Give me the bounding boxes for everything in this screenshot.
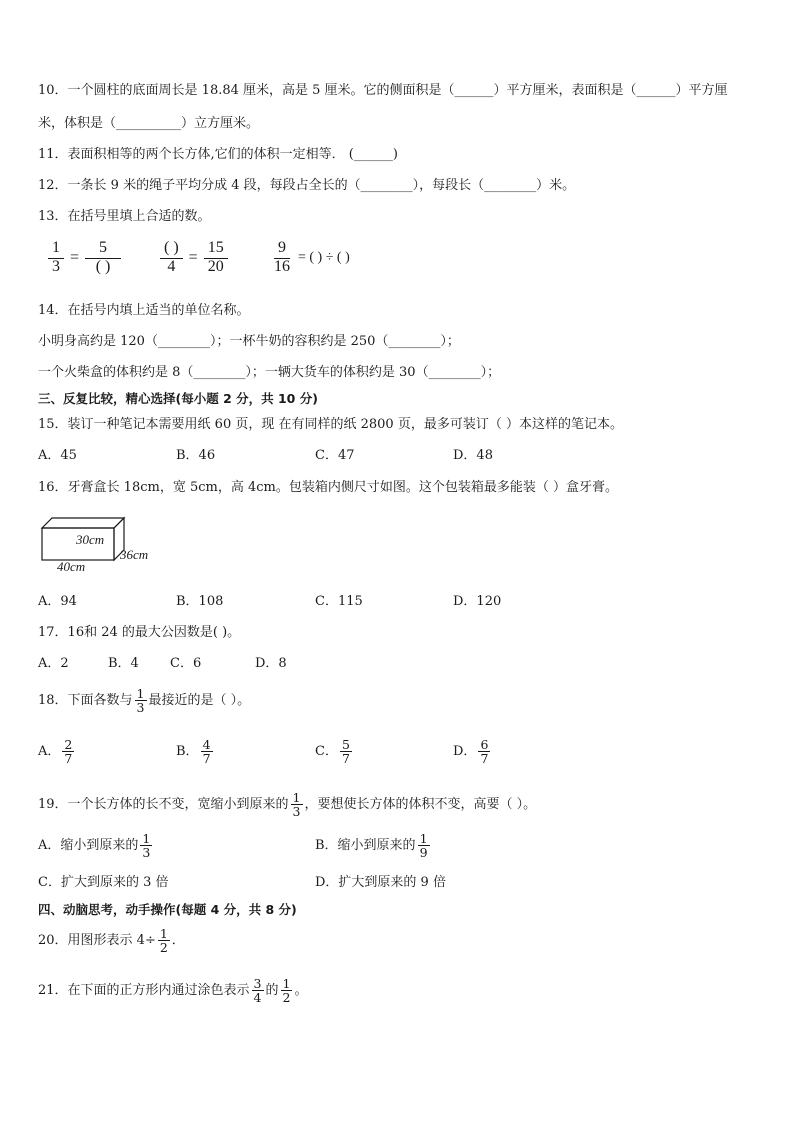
q13-fraction-2: [158, 240, 230, 276]
q18-option-a-letter: A．: [38, 744, 61, 759]
q13-f2-lhs-den: 4: [167, 257, 176, 275]
q16-stem: 16．牙膏盒长 18cm，宽 5cm，高 4cm。包装箱内侧尺寸如图。这个包装箱最多能装（ ）盒牙膏。: [38, 480, 618, 495]
q18-option-d: [453, 735, 492, 769]
q15-option-a: A．45: [38, 448, 77, 463]
q18-option-b: [176, 735, 215, 769]
q18-option-a-num: 2: [64, 736, 73, 752]
q16-option-a: A．94: [38, 594, 77, 609]
q18-option-c-den: 7: [341, 751, 350, 766]
q13-f2-rhs-num: 15: [204, 240, 228, 259]
q18-option-d-num: 6: [480, 736, 489, 752]
q13-f1-rhs-den: ( ): [95, 257, 111, 275]
q19-option-b-den: 9: [419, 845, 428, 860]
q13-f3-lhs-den: 16: [274, 257, 290, 275]
q17-option-b: B．4: [108, 656, 139, 671]
q19-stem-post: ，要想使长方体的体积不变，高要（ ）。: [304, 797, 537, 812]
q11: 11．表面积相等的两个长方体,它们的体积一定相等． (______): [38, 147, 398, 162]
q19-option-a-text: A．缩小到原来的: [38, 838, 139, 853]
q18-option-c-letter: C．: [315, 744, 338, 759]
q13-f2-lhs-num: ( ): [160, 240, 183, 259]
q21: [38, 974, 307, 1008]
q13-fraction-3: [270, 240, 350, 276]
q13-f2-eq: =: [188, 248, 198, 266]
q13-f1-lhs-den: 3: [52, 257, 60, 275]
section3-title: 三、反复比较，精心选择(每小题 2 分，共 10 分): [38, 391, 318, 406]
q21-num1: 3: [253, 975, 262, 991]
q20-pre: 20．用图形表示 4÷: [38, 933, 156, 948]
q19-option-d: D．扩大到原来的 9 倍: [315, 875, 446, 890]
q18-option-d-letter: D．: [453, 744, 477, 759]
q20-num: 1: [159, 925, 168, 941]
q17-option-a: A．2: [38, 656, 69, 671]
q16-option-d: D．120: [453, 594, 502, 609]
q16-option-b: B．108: [176, 594, 224, 609]
q15-option-d: D．48: [453, 448, 493, 463]
q14-stem: 14．在括号内填上适当的单位名称。: [38, 303, 250, 318]
q12: 12．一条长 9 米的绳子平均分成 4 段，每段占全长的（________），每段长（________）米。: [38, 178, 576, 193]
box-length-label: 40cm: [57, 559, 86, 574]
q18-option-b-den: 7: [202, 751, 211, 766]
q18-option-c: [315, 735, 354, 769]
q10-line2: 米，体积是（__________）立方厘米。: [38, 116, 260, 131]
q21-post: 。: [294, 983, 308, 998]
q13-stem: 13．在括号里填上合适的数。: [38, 209, 211, 224]
q18-stem-post: 最接近的是（ ）。: [148, 693, 251, 708]
q18-option-b-letter: B．: [176, 744, 199, 759]
q13-f3-rhs: = ( ) ÷ ( ): [298, 249, 350, 265]
q18-stem-num: 1: [136, 685, 145, 701]
q14-line1: 小明身高约是 120（________）；一杯牛奶的容积约是 250（________）；: [38, 334, 460, 349]
q18-stem-pre: 18．下面各数与: [38, 693, 133, 708]
q19-option-b: [315, 829, 432, 863]
q19-option-b-text: B．缩小到原来的: [315, 838, 416, 853]
q13-f2-rhs-den: 20: [207, 257, 224, 275]
q18-option-c-num: 5: [341, 736, 350, 752]
q18-stem-den: 3: [136, 700, 145, 715]
section4-title: 四、动脑思考，动手操作(每题 4 分，共 8 分): [38, 902, 297, 917]
q13-f1-lhs-num: 1: [48, 240, 64, 259]
q19-option-a-num: 1: [142, 830, 151, 846]
q18-option-d-den: 7: [480, 751, 489, 766]
q19-stem-pre: 19．一个长方体的长不变，宽缩小到原来的: [38, 797, 289, 812]
q17-option-d: D．8: [255, 656, 287, 671]
q19-option-c: C．扩大到原来的 3 倍: [38, 875, 169, 890]
q15-option-c: C．47: [315, 448, 355, 463]
q19-stem-den: 3: [292, 804, 301, 819]
q10-line1: 10．一个圆柱的底面周长是 18.84 厘米，高是 5 厘米。它的侧面积是（______）平方厘米，表面积是（______）平方厘: [38, 83, 728, 98]
q19-stem: [38, 788, 536, 822]
q17-option-c: C．6: [170, 656, 202, 671]
q15-stem: 15．装订一种笔记本需要用纸 60 页，现 在有同样的纸 2800 页，最多可装订（ ）本这样的笔记本。: [38, 417, 623, 432]
q13-fraction-1: [46, 240, 123, 276]
q18-option-b-num: 4: [202, 736, 211, 752]
q14-line2: 一个火柴盒的体积约是 8（________）；一辆大货车的体积约是 30（________）；: [38, 365, 501, 380]
q21-den1: 4: [253, 990, 262, 1005]
q17-stem: 17．16和 24 的最大公因数是( )。: [38, 625, 241, 640]
q20-den: 2: [159, 940, 168, 955]
q19-option-a-den: 3: [142, 845, 151, 860]
q16-option-c: C．115: [315, 594, 363, 609]
q21-num2: 1: [282, 975, 291, 991]
q13-f3-lhs-num: 9: [274, 240, 290, 259]
q21-den2: 2: [282, 990, 291, 1005]
box-depth-label: 36cm: [120, 547, 149, 562]
q18-stem: [38, 684, 250, 718]
q18-option-a-den: 7: [64, 751, 73, 766]
q19-option-a: [38, 829, 154, 863]
q18-option-a: [38, 735, 76, 769]
q15-option-b: B．46: [176, 448, 216, 463]
box-top-face: [42, 518, 124, 528]
q20: [38, 924, 185, 958]
q21-mid: 的: [265, 983, 279, 998]
box-height-label: 30cm: [76, 532, 105, 547]
q20-post: ．: [171, 933, 185, 948]
q13-f1-rhs-num: 5: [85, 240, 121, 259]
q19-option-b-num: 1: [419, 830, 428, 846]
q13-f1-eq: =: [70, 248, 80, 266]
q19-stem-num: 1: [292, 789, 301, 805]
q21-pre: 21．在下面的正方形内通过涂色表示: [38, 983, 250, 998]
